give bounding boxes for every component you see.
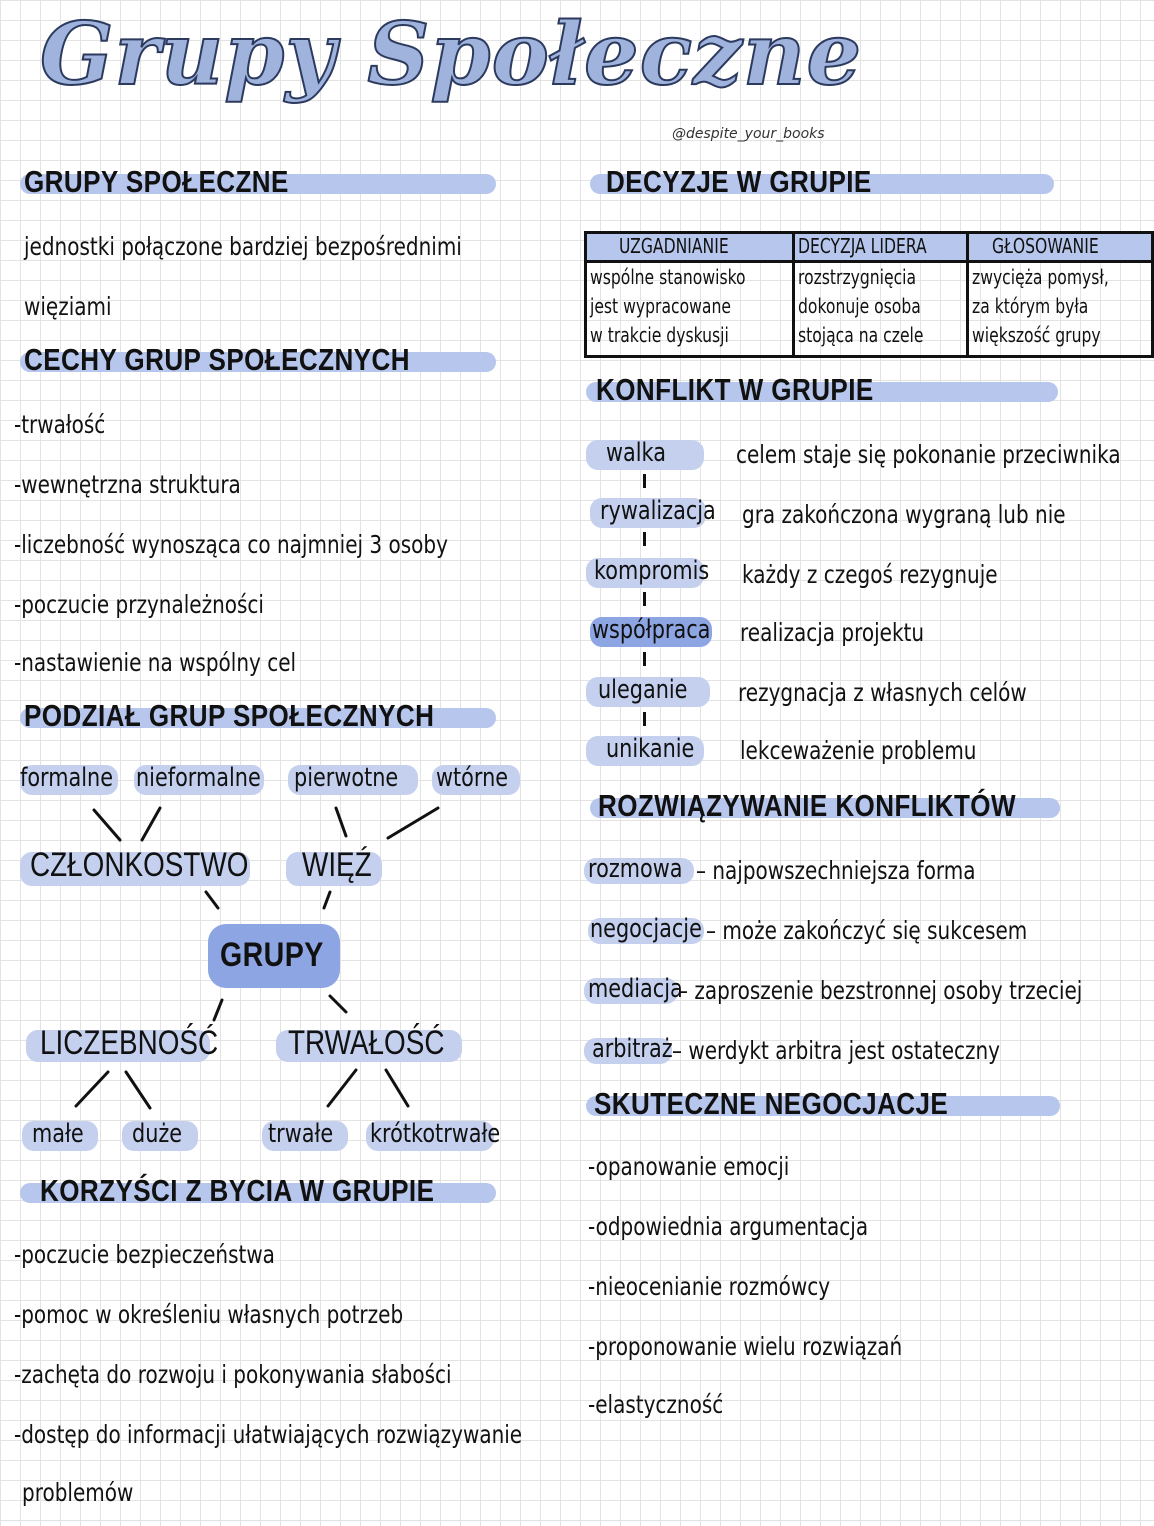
resolution-term: negocjacje [590,914,702,944]
list-item: -dostęp do informacji ułatwiających rozwiązywanie [14,1420,523,1449]
node-male: małe [32,1119,84,1149]
table-cell: wspólne stanowisko jest wypracowane w trakcie dyskusji [590,265,746,347]
page-title: Grupy Społeczne [40,4,863,105]
list-item: -wewnętrzna struktura [14,470,241,499]
konflikt-desc: gra zakończona wygraną lub nie [742,500,1066,529]
node-pierwotne: pierwotne [294,763,399,793]
definition-line: więziami [24,292,112,321]
node-trwale: trwałe [268,1119,334,1149]
heading-negocjacje: SKUTECZNE NEGOCJACJE [594,1086,949,1121]
table-header: DECYZJA LIDERA [798,234,928,258]
konflikt-desc: lekceważenie problemu [740,736,977,765]
author-handle: @despite_your_books [672,126,825,142]
heading-cechy: CECHY GRUP SPOŁECZNYCH [24,342,410,377]
konflikt-term: współpraca [592,615,711,645]
list-item: -trwałość [14,410,106,439]
konflikt-desc: rezygnacja z własnych celów [738,678,1027,707]
list-item: -poczucie bezpieczeństwa [14,1240,275,1269]
heading-grupy-spoleczne: GRUPY SPOŁECZNE [24,164,289,199]
heading-podzial: PODZIAŁ GRUP SPOŁECZNYCH [24,698,435,733]
node-wtorne: wtórne [436,763,509,793]
node-liczebnosc: LICZEBNOŚĆ [40,1024,219,1062]
heading-konflikt: KONFLIKT W GRUPIE [596,372,874,407]
connector [643,532,646,546]
konflikt-desc: każdy z czegoś rezygnuje [742,560,998,589]
decisions-table [584,231,1154,358]
table-header: GŁOSOWANIE [991,234,1099,258]
list-item: -zachęta do rozwoju i pokonywania słabości [14,1360,452,1389]
list-item: -nastawienie na wspólny cel [14,648,297,677]
konflikt-term: uleganie [598,675,688,705]
resolution-desc: – zaproszenie bezstronnej osoby trzeciej [678,976,1083,1005]
node-czlonkostwo: CZŁONKOSTWO [30,846,249,884]
heading-rozwiazywanie: ROZWIĄZYWANIE KONFLIKTÓW [598,788,1016,823]
definition-line: jednostki połączone bardziej bezpośrednimi [24,232,462,261]
table-header: UZGADNIANIE [619,234,730,258]
konflikt-term: unikanie [606,734,695,764]
konflikt-desc: realizacja projektu [740,618,925,647]
konflikt-desc: celem staje się pokonanie przeciwnika [736,440,1121,469]
list-item: -liczebność wynosząca co najmniej 3 osoby [14,530,448,559]
heading-decyzje: DECYZJE W GRUPIE [606,164,872,199]
list-item: -poczucie przynależności [14,590,264,619]
node-trwalosc: TRWAŁOŚĆ [288,1024,445,1062]
node-krotkotrwale: krótkotrwałe [370,1119,501,1149]
resolution-desc: – werdykt arbitra jest ostateczny [672,1036,1000,1065]
list-item: -opanowanie emocji [588,1152,790,1181]
resolution-term: arbitraż [592,1034,673,1064]
resolution-desc: – najpowszechniejsza forma [696,856,976,885]
node-duze: duże [132,1119,183,1149]
konflikt-term: walka [606,438,666,468]
table-cell: rozstrzygnięcia dokonuje osoba stojąca na czele [798,265,924,347]
node-nieformalne: nieformalne [136,763,261,793]
connector [643,592,646,606]
list-item: -odpowiednia argumentacja [588,1212,869,1241]
node-wiez: WIĘŹ [302,846,372,884]
list-item: problemów [22,1478,134,1507]
konflikt-term: rywalizacja [600,496,716,526]
heading-korzysci: KORZYŚCI Z BYCIA W GRUPIE [40,1173,435,1208]
resolution-term: mediacja [588,974,683,1004]
list-item: -nieocenianie rozmówcy [588,1272,831,1301]
konflikt-term: kompromis [594,556,710,586]
node-formalne: formalne [20,763,114,793]
connector [643,474,646,488]
node-grupy: GRUPY [220,936,324,974]
list-item: -proponowanie wielu rozwiązań [588,1332,903,1361]
list-item: -pomoc w określeniu własnych potrzeb [14,1300,404,1329]
table-cell: zwycięża pomysł, za którym była większość grupy [972,265,1110,347]
list-item: -elastyczność [588,1390,724,1419]
resolution-desc: – może zakończyć się sukcesem [706,916,1028,945]
connector [643,712,646,726]
resolution-term: rozmowa [588,854,683,884]
connector [643,652,646,666]
